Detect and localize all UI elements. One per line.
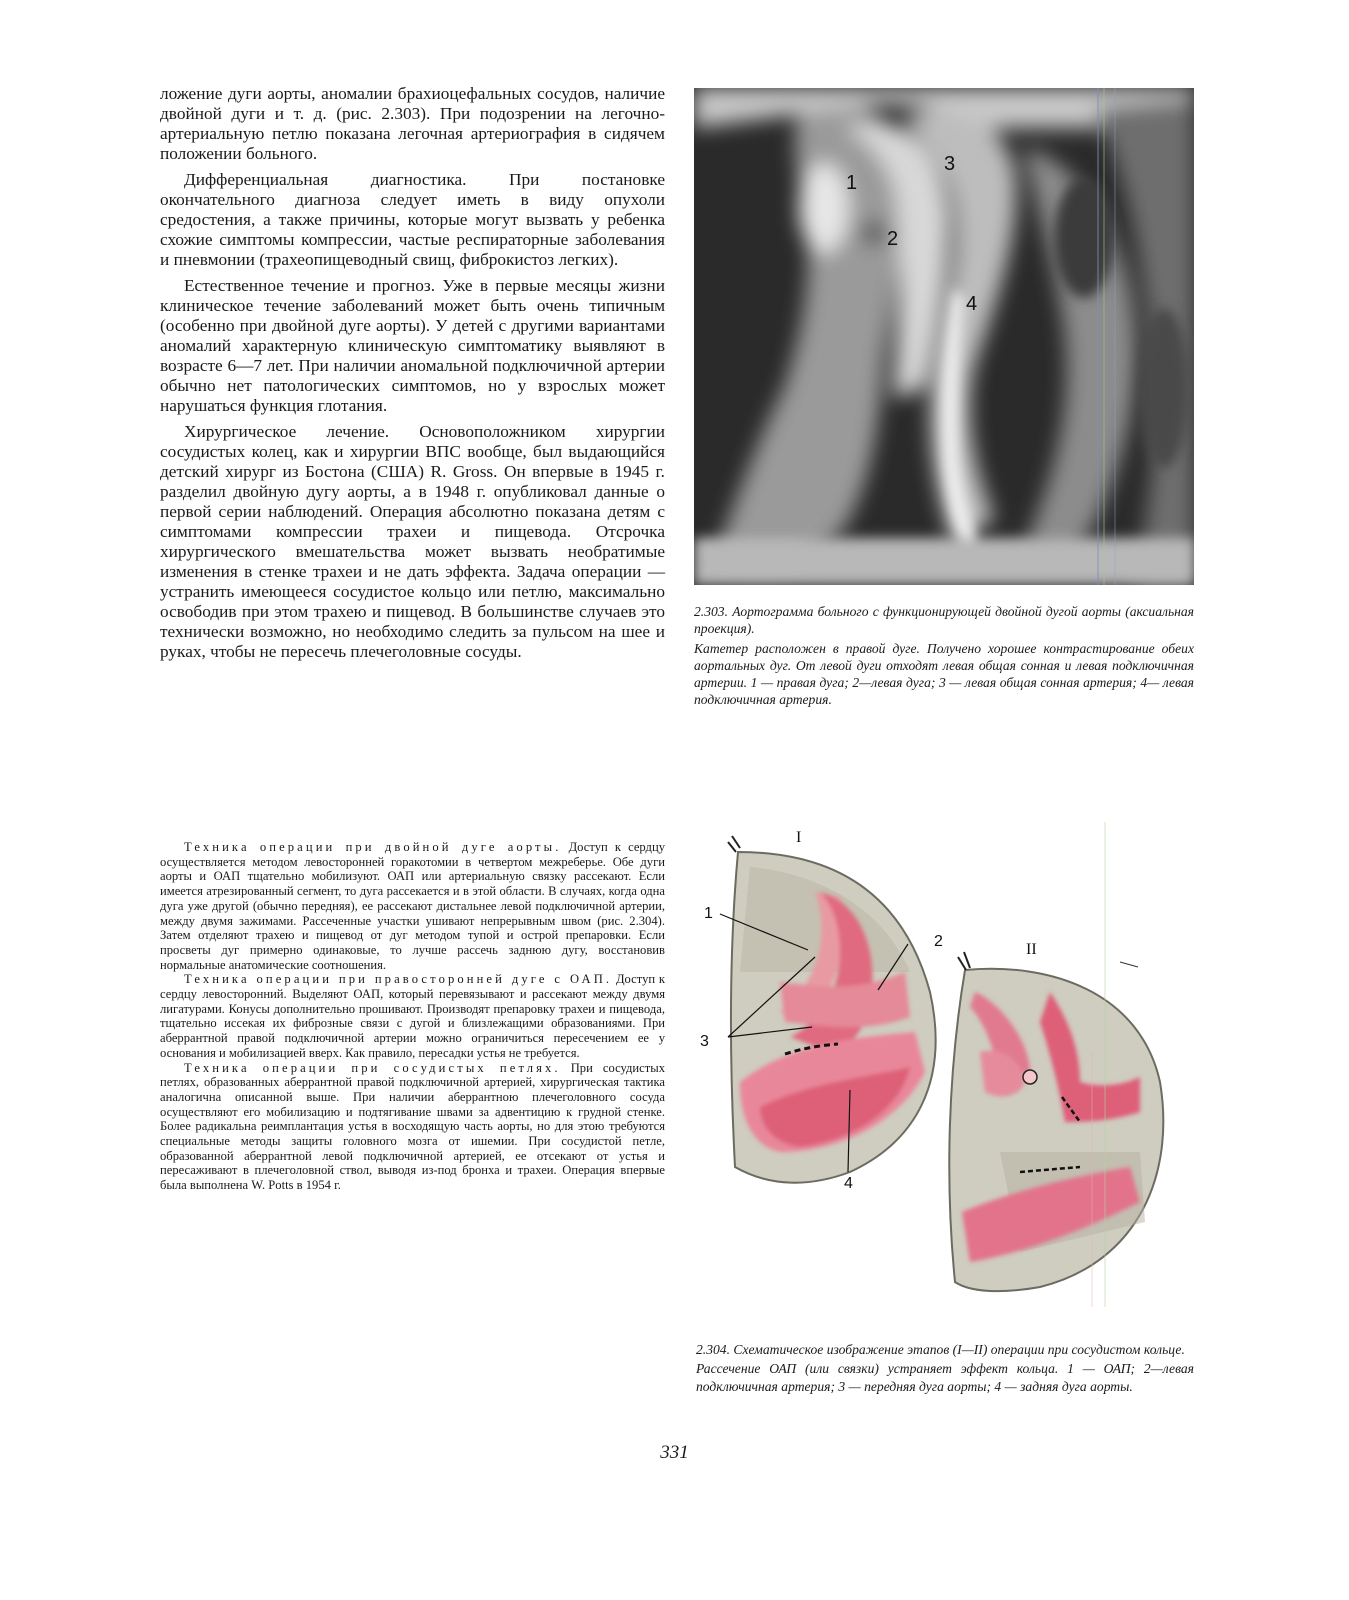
paragraph-differential-diagnosis: Дифференциальная диагностика. При постановке окончательного диагноза следует иметь в виду опухоли средостения, а также причины, которые могут вызвать у ребенка схожие симптомы компрессии, частые респираторные заболевания и пневмонии (трахеопищеводный свищ, фиброкистоз легких). — [160, 170, 665, 269]
technique-right-arch-body: Доступ к сердцу левосторонний. Выделяют ОАП, который перевязывают и рассекают между двумя лигатурами. Конусы дополнительно прошивают. Производят препаровку трахеи и пищевода, тщательно иссекая их фиброзные связи с дугой и близлежащими образованиями. При аберрантной правой подключичной артерии можно ограничиться пересечением ее у основания и мобилизацией вверх. Как правило, пересадки устья не требуется. — [160, 972, 665, 1060]
page-number: 331 — [660, 1442, 689, 1463]
schematic-label-4: 4 — [844, 1175, 853, 1192]
paragraph-surgical-treatment: Хирургическое лечение. Основоположником хирургии сосудистых колец, как и хирургии ВПС вообще, был выдающийся детский хирург из Бостона (США) R. Gross. Он впервые в 1945 г. разделил двойную дугу аорты, а в 1948 г. опубликовал данные о первой серии наблюдений. Операция абсолютно показана детям с симптомами компрессии трахеи и пищевода. Отсрочка хирургического вмешательства может вызвать необратимые изменения в стенке трахеи и не дать эффекта. Задача операции — устранить имеющееся сосудистое кольцо или петлю, максимально освободив при этом трахею и пищевод. В большинстве случаев это технически возможно, но необходимо следить за пульсом на шее и руках, чтобы не пересечь плечеголовные сосуды. — [160, 422, 665, 661]
schematic-label-1: 1 — [704, 905, 713, 922]
aortogram-label-2: 2 — [887, 228, 899, 250]
technique-double-arch-body: Доступ к сердцу осуществляется методом левосторонней горакотомии в четвертом межреберье. Обе дуги аорты и ОАП тщательно мобилизуют. ОАП или артериальную связку рассекают. Если имеется атрезированный сегмент, то дуга рассекается и в этой области. В случаях, когда одна дуга уже другой (обычно передняя), ее рассекают дистальнее левой подключичной артерии, между двумя зажимами. Рассеченные участки ушивают непрерывным швом (рис. 2.304). Затем отделяют трахею и пищевод от дуг методом тупой и острой препаровки. Если просветы дуг примерно одинаковые, то лучше рассечь заднюю дугу, восстановив нормальные анатомические соотношения. — [160, 840, 665, 972]
technique-right-arch-heading: Техника операции при правосторонней дуге с ОАП. — [184, 972, 613, 987]
stage-one-panel — [700, 829, 943, 1192]
aortogram-label-1: 1 — [846, 172, 858, 194]
figure-2303-caption-body: Катетер расположен в правой дуге. Получено хорошее контрастирование обеих аортальных дуг. От левой дуги отходят левая общая сонная и левая подключичная артерии. 1 — правая дуга; 2—левая дуга; 3 — левая общая сонная артерия; 4— левая подключичная артерия. — [694, 640, 1194, 708]
stage-two-panel — [949, 822, 1163, 1307]
aortogram-label-3: 3 — [944, 153, 956, 175]
aortogram-label-4: 4 — [966, 293, 978, 315]
aortogram-image — [694, 88, 1194, 585]
figure-2303-caption — [694, 603, 1194, 711]
technique-vascular-loops — [160, 1061, 665, 1193]
figure-2303-caption-title: 2.303. Аортограмма больного с функционирующей двойной дугой аорты (аксиальная проекция). — [694, 604, 1194, 637]
figure-2304-caption-title: 2.304. Схематическое изображение этапов (I—II) операции при сосудистом кольце. — [696, 1342, 1185, 1357]
technique-right-arch — [160, 972, 665, 1060]
paragraph-intro: ложение дуги аорты, аномалии брахиоцефальных сосудов, наличие двойной дуги и т. д. (рис. 2.303). При подозрении на легочно-артериальную петлю показана легочная артериография в сидячем положении больного. — [160, 84, 665, 163]
operation-technique-section — [160, 840, 665, 1193]
figure-2304-caption-body: Рассечение ОАП (или связки) устраняет эффект кольца. 1 — ОАП; 2—левая подключичная артерия; 3 — передняя дуга аорты; 4 — задняя дуга аорты. — [696, 1361, 1194, 1394]
stage-one-label: I — [796, 829, 802, 846]
technique-double-arch-heading: Техника операции при двойной дуге аорты. — [184, 840, 562, 854]
schematic-label-3: 3 — [700, 1033, 709, 1050]
schematic-label-2: 2 — [934, 933, 943, 950]
stage-two-label: II — [1026, 941, 1037, 958]
technique-vascular-loops-heading: Техника операции при сосудистых петлях. — [184, 1060, 561, 1075]
technique-vascular-loops-body: При сосудистых петлях, образованных аберрантной правой подключичной артерией, хирургическая тактика аналогична описанной выше. При наличии аберрантною плечеголовного сосуда осуществляют его мобилизацию и подтягивание швами за адвентицию к грудной стенке. Более радикальна реимплантация устья в восходящую часть аорты, но для этою требуются специальные методы защиты головного мозга от ишемии. При сосудистой петле, образованной аберрантной левой подключичной артерией, ее отсекают от устья и пересаживают в плечеголовной ствол, выводя из-под бронха и трахеи. Операция впервые была выполнена W. Potts в 1954 г. — [160, 1060, 665, 1193]
technique-double-arch — [160, 840, 665, 972]
paragraph-natural-course: Естественное течение и прогноз. Уже в первые месяцы жизни клиническое течение заболеваний может быть очень типичным (особенно при двойной дуге аорты). У детей с другими вариантами аномалий характерную клиническую симптоматику выявляют в возрасте 6—7 лет. При наличии аномальной подключичной артерии обычно нет патологических симптомов, но у взрослых может нарушаться функция глотания. — [160, 276, 665, 415]
main-text-column — [160, 84, 665, 668]
figure-2304-caption — [696, 1341, 1194, 1397]
surgery-schematic — [700, 822, 1205, 1307]
